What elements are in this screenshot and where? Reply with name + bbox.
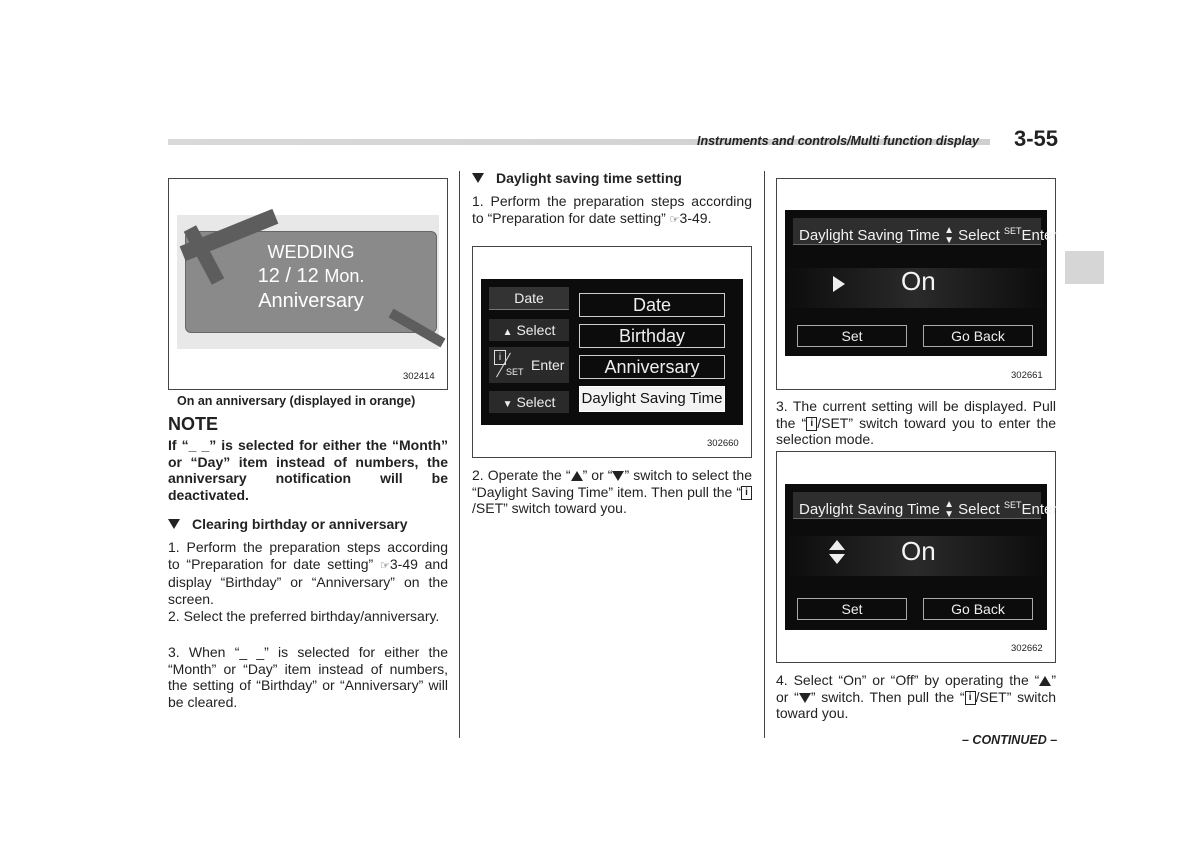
daylight-step2-a: 2. Operate the “ [472, 467, 571, 483]
dst-step4-a: 4. Select “On” or “Off” by operating the “ [776, 672, 1040, 688]
dst-title-bar [793, 492, 1058, 521]
menu-screen [481, 279, 743, 425]
daylight-step1-b: 3-49. [679, 209, 712, 226]
figure-menu [472, 246, 752, 458]
heading-daylight-text: Daylight saving time setting [496, 170, 682, 186]
dst-step4-b: ” or “ [776, 672, 1056, 705]
set-button[interactable]: Set [797, 598, 907, 620]
dst-enter-label: Enter [1021, 227, 1058, 244]
up-down-arrow-icon: ▲ ▼ [944, 499, 954, 521]
dst-step3 [776, 398, 1056, 448]
menu-left-select-label: Select [516, 322, 556, 338]
clearing-step2: 2. Select the preferred birthday/anniversary. [168, 608, 440, 624]
figure-code: 302662 [1011, 643, 1043, 654]
figure-code: 302414 [403, 371, 435, 382]
up-triangle-icon [571, 471, 583, 481]
go-back-button[interactable]: Go Back [923, 325, 1033, 347]
down-arrow-icon: ▼ [502, 399, 513, 410]
continued-label: – CONTINUED – [962, 733, 1058, 747]
clearing-step3: 3. When “_ _” is selected for either the “Month” or “Day” item instead of numbers, the setting of “Birthday” or “Anniversary” will be cleared. [168, 644, 448, 710]
dst-step4-c: ” switch. Then pull the “ [810, 688, 965, 705]
dst-enter-label: Enter [1021, 501, 1058, 518]
dst-screen-2 [785, 484, 1058, 630]
up-triangle-icon [1039, 676, 1051, 686]
heading-clearing [168, 516, 408, 532]
dst-select-label: Select [958, 501, 1000, 518]
menu-left-select2-label: Select [516, 394, 556, 410]
info-icon: i [965, 691, 976, 705]
daylight-step2-d: /SET” switch toward you. [472, 500, 627, 516]
figure-caption: On an anniversary (displayed in orange) [177, 394, 416, 408]
clearing-step1-b: 3-49 and display “Birthday” or “Anniversary” on the screen. [168, 555, 449, 607]
info-icon: i [494, 350, 506, 365]
menu-left-select-down [489, 391, 569, 413]
section-tab [1065, 251, 1104, 284]
set-small-label: SET [1004, 226, 1022, 236]
screen-date-value: 12 / 12 [257, 265, 319, 287]
figure-dst-select [776, 451, 1056, 663]
daylight-step2-c: ” switch to select the “Daylight Saving Time” item. Then pull the “ [472, 467, 752, 500]
daylight-step2 [472, 467, 752, 517]
info-icon: i [741, 486, 752, 500]
clearing-step1 [168, 539, 448, 607]
section-triangle-icon [472, 173, 484, 183]
page-number: 3-55 [1014, 126, 1059, 151]
note-text: If “_ _” is selected for either the “Month” or “Day” item instead of numbers, the anniversary notification will be deactivated. [168, 437, 448, 503]
menu-left-enter [489, 347, 569, 383]
menu-item-date[interactable]: Date [579, 293, 725, 317]
screen-anniversary: Anniversary [258, 290, 364, 312]
down-triangle-icon [799, 693, 811, 703]
set-small-label: SET [1004, 500, 1022, 510]
figure-code: 302661 [1011, 370, 1043, 381]
figure-dst-current [776, 178, 1056, 390]
menu-item-birthday[interactable]: Birthday [579, 324, 725, 348]
daylight-step1-a: 1. Perform the preparation steps according to “Preparation for date setting” [472, 193, 752, 226]
clearing-step1-a: 1. Perform the preparation steps according to “Preparation for date setting” [168, 539, 448, 572]
screen-day: Mon. [324, 266, 365, 286]
down-selector-icon [829, 554, 845, 564]
menu-left-title: Date [489, 287, 569, 310]
screen-wedding: WEDDING [267, 242, 355, 262]
section-title: Instruments and controls/Multi function display [697, 134, 979, 148]
reference-icon: ☞ [669, 213, 680, 226]
screen-area [177, 215, 439, 349]
reference-icon: ☞ [380, 559, 390, 572]
menu-left-enter-label: Enter [531, 357, 565, 373]
up-arrow-icon: ▲ [502, 327, 513, 338]
down-triangle-icon [612, 471, 624, 481]
info-icon: i [806, 417, 817, 431]
section-triangle-icon [168, 519, 180, 529]
note-heading: NOTE [168, 414, 219, 434]
column-divider-right [764, 171, 765, 738]
dst-select-label: Select [958, 227, 1000, 244]
dst-step3-a: 3. The current setting will be displayed. Pull the “ [776, 398, 1056, 431]
dst-value[interactable]: On [901, 266, 936, 296]
up-down-arrow-icon: ▲ ▼ [944, 225, 954, 247]
dst-title: Daylight Saving Time [799, 501, 940, 518]
menu-item-anniversary[interactable]: Anniversary [579, 355, 725, 379]
dst-screen-1 [785, 210, 1058, 356]
set-small-label: SET [506, 367, 524, 377]
go-back-button[interactable]: Go Back [923, 598, 1033, 620]
column-divider-left [459, 171, 460, 738]
dst-title-bar [793, 218, 1058, 247]
menu-left-select [489, 319, 569, 341]
heading-daylight [472, 170, 682, 186]
set-button[interactable]: Set [797, 325, 907, 347]
menu-item-daylight-saving-time[interactable]: Daylight Saving Time [579, 386, 725, 412]
dst-step3-b: /SET” switch toward you to enter the selection mode. [776, 414, 1057, 447]
dst-title: Daylight Saving Time [799, 227, 940, 244]
dst-step4 [776, 672, 1056, 722]
figure-code: 302660 [707, 438, 739, 449]
pointer-icon [833, 276, 845, 292]
dst-value[interactable]: On [901, 536, 936, 566]
dst-step4-d: /SET” switch toward you. [776, 688, 1056, 721]
daylight-step2-b: ” or “ [582, 467, 613, 483]
figure-anniversary [168, 178, 448, 390]
heading-clearing-text: Clearing birthday or anniversary [192, 516, 408, 532]
daylight-step1 [472, 193, 752, 228]
up-selector-icon [829, 540, 845, 550]
